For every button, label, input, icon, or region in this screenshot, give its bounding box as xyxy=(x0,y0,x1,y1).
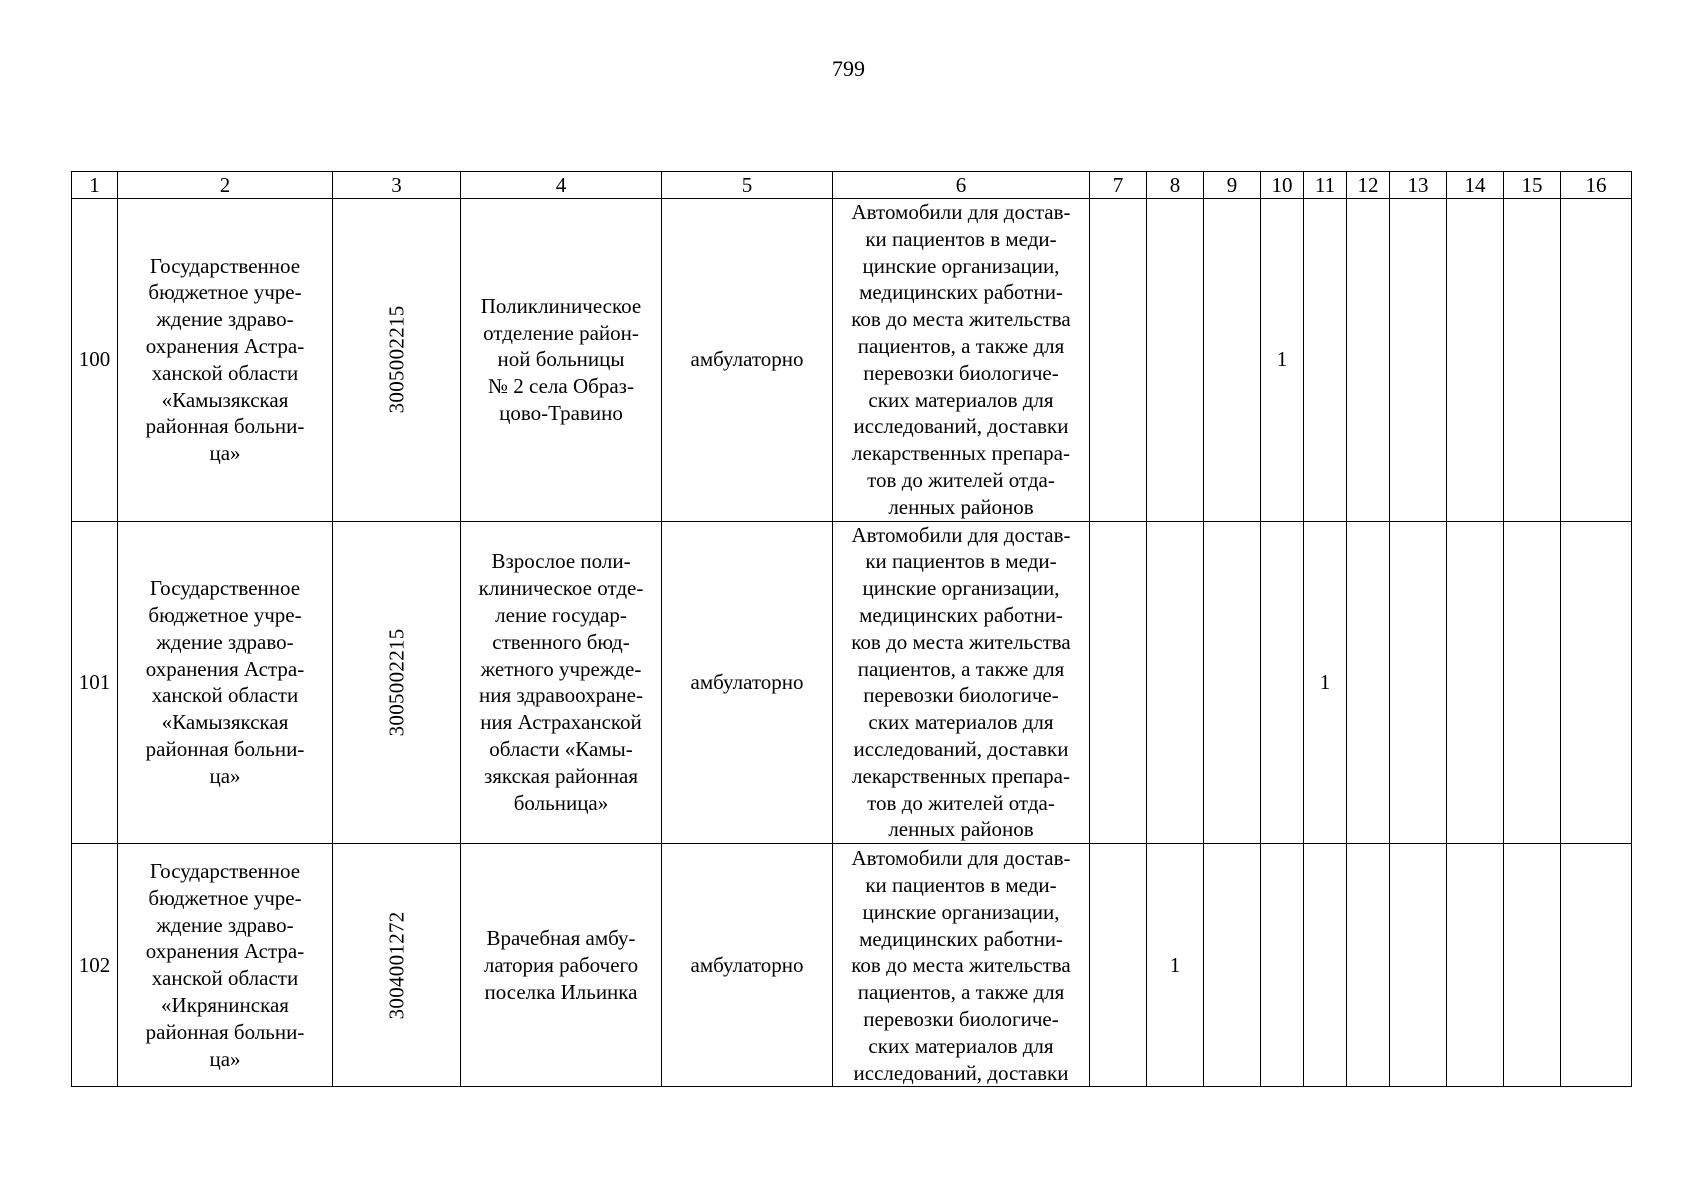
header-cell: 11 xyxy=(1304,172,1347,199)
page-number: 799 xyxy=(832,56,865,81)
vehicle-purpose-text: Автомобили для достав- ки пациентов в меди- цинские организации, медицинских работни- ков до места жительства пациентов, а также для перевозки биологиче- ских материалов для исследований, доставки лекарственных препара- тов до жителей отда- ленных районов xyxy=(851,200,1071,519)
value-cell xyxy=(1261,844,1304,1087)
value-cell xyxy=(1347,844,1390,1087)
value-cell xyxy=(1390,844,1447,1087)
value-cell xyxy=(1090,199,1147,522)
vehicle-purpose xyxy=(833,521,1090,844)
org-code: 3005002215 xyxy=(384,628,409,737)
value-cell xyxy=(1447,521,1504,844)
header-cell: 6 xyxy=(833,172,1090,199)
division-name: Поликлиническое отделение район- ной больницы № 2 села Образ- цово-Травино xyxy=(461,199,662,522)
value-cell xyxy=(1504,199,1561,522)
row-number: 101 xyxy=(72,521,118,844)
org-code-cell xyxy=(333,521,461,844)
value-cell xyxy=(1447,844,1504,1087)
value-cell xyxy=(1090,844,1147,1087)
value-cell xyxy=(1504,521,1561,844)
value-cell: 1 xyxy=(1304,521,1347,844)
org-code-cell xyxy=(333,844,461,1087)
header-cell: 7 xyxy=(1090,172,1147,199)
value-cell: 1 xyxy=(1147,844,1204,1087)
data-table xyxy=(71,171,1632,1087)
care-mode: амбулаторно xyxy=(662,521,833,844)
value-cell xyxy=(1390,199,1447,522)
header-row xyxy=(72,172,1632,199)
value-cell xyxy=(1347,521,1390,844)
value-cell xyxy=(1261,521,1304,844)
value-cell xyxy=(1561,521,1632,844)
header-cell: 3 xyxy=(333,172,461,199)
value-cell xyxy=(1347,199,1390,522)
header-cell: 9 xyxy=(1204,172,1261,199)
table-row xyxy=(72,521,1632,844)
organization-name: Государственное бюджетное учре- ждение здраво- охранения Астра- ханской области «Камызякская районная больни- ца» xyxy=(118,199,333,522)
value-cell xyxy=(1390,521,1447,844)
header-cell: 12 xyxy=(1347,172,1390,199)
table-row xyxy=(72,844,1632,1087)
value-cell: 1 xyxy=(1261,199,1304,522)
value-cell xyxy=(1147,199,1204,522)
division-name: Врачебная амбу- латория рабочего поселка Ильинка xyxy=(461,844,662,1087)
table-row xyxy=(72,199,1632,522)
division-name: Взрослое поли- клиническое отде- ление государ- ственного бюд- жетного учрежде- ния здравоохране- ния Астраханской области «Камы- зякская районная больница» xyxy=(461,521,662,844)
vehicle-purpose-text: Автомобили для достав- ки пациентов в меди- цинские организации, медицинских работни- ков до места жительства пациентов, а также для перевозки биологиче- ских материалов для исследований, доставки лекарственных препара- тов до жителей отда- ленных районов xyxy=(851,522,1071,842)
row-number: 100 xyxy=(72,199,118,522)
header-cell: 5 xyxy=(662,172,833,199)
org-code-cell xyxy=(333,199,461,522)
vehicle-purpose xyxy=(833,199,1090,522)
value-cell xyxy=(1504,844,1561,1087)
value-cell xyxy=(1561,199,1632,522)
row-number: 102 xyxy=(72,844,118,1087)
value-cell xyxy=(1204,844,1261,1087)
value-cell xyxy=(1561,844,1632,1087)
header-cell: 2 xyxy=(118,172,333,199)
value-cell xyxy=(1304,199,1347,522)
header-cell: 1 xyxy=(72,172,118,199)
value-cell xyxy=(1204,521,1261,844)
care-mode: амбулаторно xyxy=(662,844,833,1087)
organization-name: Государственное бюджетное учре- ждение здраво- охранения Астра- ханской области «Камызякская районная больни- ца» xyxy=(118,521,333,844)
header-cell: 13 xyxy=(1390,172,1447,199)
org-code: 3005002215 xyxy=(384,305,409,414)
header-cell: 16 xyxy=(1561,172,1632,199)
vehicle-purpose xyxy=(833,844,1090,1087)
value-cell xyxy=(1304,844,1347,1087)
value-cell xyxy=(1090,521,1147,844)
vehicle-purpose-text: Автомобили для достав- ки пациентов в меди- цинские организации, медицинских работни- ков до места жительства пациентов, а также для перевозки биологиче- ских материалов для исследований, доставки xyxy=(851,846,1071,1085)
org-code: 3004001272 xyxy=(384,911,409,1020)
organization-name: Государственное бюджетное учре- ждение здраво- охранения Астра- ханской области «Икрянинская районная больни- ца» xyxy=(118,844,333,1087)
header-cell: 4 xyxy=(461,172,662,199)
header-cell: 8 xyxy=(1147,172,1204,199)
header-cell: 14 xyxy=(1447,172,1504,199)
value-cell xyxy=(1204,199,1261,522)
care-mode: амбулаторно xyxy=(662,199,833,522)
value-cell xyxy=(1447,199,1504,522)
header-cell: 15 xyxy=(1504,172,1561,199)
header-cell: 10 xyxy=(1261,172,1304,199)
value-cell xyxy=(1147,521,1204,844)
